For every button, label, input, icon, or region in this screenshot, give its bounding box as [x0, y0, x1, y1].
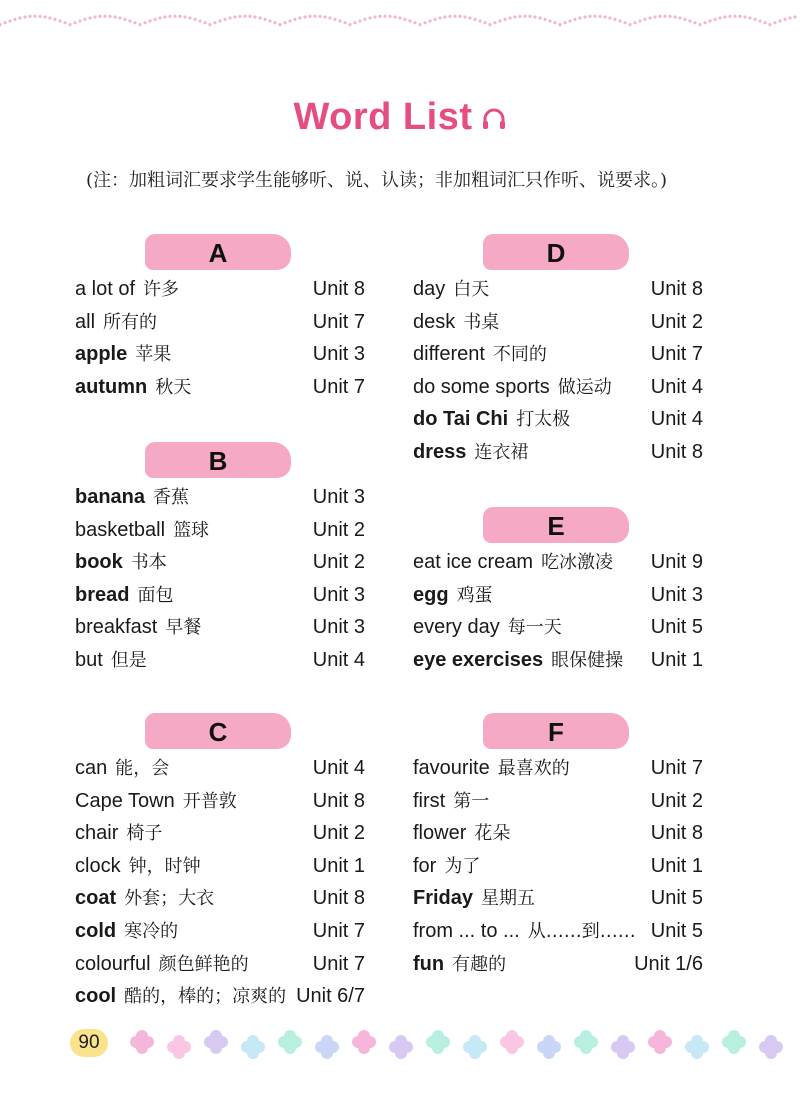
word-entry	[75, 482, 365, 512]
word-unit: Unit 3	[312, 486, 365, 508]
word-unit: Unit 1	[650, 854, 703, 877]
word-entry	[413, 547, 703, 577]
section-letter: F	[483, 713, 629, 749]
title-text: Word List	[293, 96, 473, 138]
word-unit: Unit 1	[650, 648, 703, 671]
word-unit: Unit 1	[312, 854, 365, 877]
word-english: basketball	[75, 518, 166, 541]
word-unit: Unit 4	[312, 757, 365, 779]
word-chinese: 椅子	[126, 823, 163, 845]
headphone-icon	[481, 107, 507, 131]
word-unit: Unit 3	[312, 343, 365, 366]
word-english: desk	[413, 310, 456, 333]
word-unit: Unit 8	[312, 887, 365, 910]
word-unit: Unit 5	[650, 887, 703, 910]
word-english: Cape Town	[75, 789, 175, 812]
word-unit: Unit 2	[312, 518, 365, 541]
dotted-scallop-border	[0, 0, 800, 48]
word-english: flower	[413, 822, 467, 845]
word-chinese: 苹果	[135, 344, 172, 366]
word-entry	[413, 753, 703, 783]
word-chinese: 书桌	[463, 311, 500, 333]
word-entry	[75, 981, 365, 1011]
word-english: breakfast	[75, 616, 158, 639]
word-english: Friday	[413, 887, 474, 910]
word-english: bread	[75, 583, 130, 606]
word-entry	[413, 916, 703, 946]
word-english: but	[75, 649, 103, 671]
word-unit: Unit 5	[650, 616, 703, 639]
word-unit: Unit 8	[650, 278, 703, 300]
word-english: dress	[413, 441, 467, 463]
word-entry	[75, 645, 365, 675]
word-entry	[75, 339, 365, 369]
word-unit: Unit 3	[312, 616, 365, 639]
word-chinese: 早餐	[165, 617, 202, 639]
word-entry	[413, 786, 703, 816]
word-unit: Unit 7	[312, 375, 365, 398]
word-english: eat ice cream	[413, 551, 534, 573]
word-chinese: 能，会	[115, 758, 170, 779]
section-letter: A	[145, 234, 291, 270]
word-english: autumn	[75, 375, 148, 398]
word-chinese: 有趣的	[452, 953, 507, 975]
word-unit: Unit 8	[312, 789, 365, 812]
word-entry	[413, 612, 703, 642]
word-chinese: 从……到……	[527, 921, 636, 942]
word-english: egg	[413, 583, 449, 606]
word-chinese: 打太极	[516, 409, 571, 431]
word-chinese: 许多	[143, 279, 180, 300]
word-entry	[75, 883, 365, 913]
word-chinese: 篮球	[173, 519, 210, 541]
word-unit: Unit 7	[312, 952, 365, 975]
page-number: 90	[70, 1029, 108, 1057]
word-entry	[75, 274, 365, 304]
word-unit: Unit 3	[650, 583, 703, 606]
word-chinese: 颜色鲜艳的	[158, 953, 249, 975]
word-unit: Unit 5	[650, 920, 703, 942]
word-english: book	[75, 551, 123, 574]
word-entry	[75, 753, 365, 783]
word-entry	[413, 580, 703, 610]
word-entry	[413, 437, 703, 467]
word-chinese: 最喜欢的	[497, 758, 570, 779]
section-letter: C	[145, 713, 291, 749]
word-chinese: 但是	[110, 650, 147, 671]
word-entry	[75, 307, 365, 337]
word-english: cool	[75, 985, 117, 1008]
word-english: every day	[413, 616, 500, 639]
word-chinese: 花朵	[474, 823, 511, 845]
word-unit: Unit 4	[312, 649, 365, 671]
word-chinese: 书本	[130, 552, 167, 574]
word-chinese: 酷的，棒的；凉爽的	[124, 986, 287, 1008]
word-english: from ... to ...	[413, 920, 520, 942]
word-chinese: 香蕉	[153, 487, 190, 508]
word-english: apple	[75, 343, 128, 366]
word-unit: Unit 4	[650, 408, 703, 431]
word-chinese: 吃冰激凌	[541, 552, 614, 573]
word-unit: Unit 7	[312, 310, 365, 333]
word-entry	[75, 786, 365, 816]
word-chinese: 连衣裙	[474, 442, 529, 463]
word-chinese: 白天	[453, 279, 490, 300]
word-chinese: 鸡蛋	[456, 584, 493, 606]
word-unit: Unit 2	[312, 822, 365, 845]
page-title	[0, 96, 800, 139]
word-english: day	[413, 278, 446, 300]
word-english: for	[413, 854, 437, 877]
word-unit: Unit 4	[650, 375, 703, 398]
word-entry	[413, 883, 703, 913]
word-english: cold	[75, 920, 117, 942]
word-entry	[75, 949, 365, 979]
word-chinese: 寒冷的	[124, 921, 179, 942]
word-entry	[413, 404, 703, 434]
word-entry	[75, 515, 365, 545]
word-entry	[413, 372, 703, 402]
word-entry	[75, 580, 365, 610]
section-letter: B	[145, 442, 291, 478]
word-english: clock	[75, 854, 121, 877]
word-english: do Tai Chi	[413, 408, 509, 431]
word-entry	[413, 274, 703, 304]
word-chinese: 秋天	[155, 376, 192, 398]
word-english: colourful	[75, 952, 151, 975]
word-english: banana	[75, 486, 146, 508]
word-entry	[75, 612, 365, 642]
word-english: favourite	[413, 757, 490, 779]
word-english: fun	[413, 952, 445, 975]
word-english: do some sports	[413, 375, 550, 398]
word-unit: Unit 8	[312, 278, 365, 300]
word-unit: Unit 1/6	[634, 952, 703, 975]
word-entry	[75, 547, 365, 577]
word-chinese: 眼保健操	[551, 649, 624, 671]
word-chinese: 星期五	[481, 888, 536, 910]
word-english: can	[75, 757, 108, 779]
word-english: different	[413, 343, 485, 366]
word-entry	[413, 339, 703, 369]
note-text: (注：加粗词汇要求学生能够听、说、认读；非加粗词汇只作听、说要求。)	[86, 170, 668, 191]
word-english: chair	[75, 822, 119, 845]
word-chinese: 钟，时钟	[128, 855, 201, 877]
word-entry	[75, 818, 365, 848]
word-entry	[75, 916, 365, 946]
word-english: coat	[75, 887, 117, 910]
word-chinese: 第一	[453, 790, 490, 812]
word-english: first	[413, 789, 446, 812]
section-letter: D	[483, 234, 629, 270]
word-chinese: 做运动	[557, 376, 612, 398]
word-chinese: 所有的	[103, 311, 158, 333]
word-english: eye exercises	[413, 648, 544, 671]
word-unit: Unit 8	[650, 441, 703, 463]
word-entry	[413, 307, 703, 337]
word-entry	[75, 851, 365, 881]
word-unit: Unit 7	[650, 343, 703, 366]
word-entry	[413, 645, 703, 675]
word-chinese: 不同的	[492, 344, 547, 366]
flower-decoration-border	[130, 1022, 800, 1066]
word-chinese: 面包	[137, 584, 174, 606]
word-unit: Unit 2	[650, 310, 703, 333]
word-unit: Unit 7	[650, 757, 703, 779]
section-letter: E	[483, 507, 629, 543]
word-chinese: 外套；大衣	[124, 888, 215, 910]
word-chinese: 开普敦	[182, 790, 237, 812]
word-unit: Unit 7	[312, 920, 365, 942]
word-unit: Unit 6/7	[296, 985, 365, 1008]
word-unit: Unit 3	[312, 583, 365, 606]
word-entry	[75, 372, 365, 402]
word-unit: Unit 8	[650, 822, 703, 845]
word-entry	[413, 818, 703, 848]
word-entry	[413, 949, 703, 979]
word-chinese: 为了	[444, 855, 481, 877]
word-unit: Unit 2	[312, 551, 365, 574]
word-entry	[413, 851, 703, 881]
word-unit: Unit 2	[650, 789, 703, 812]
word-english: all	[75, 310, 96, 333]
word-chinese: 每一天	[507, 617, 562, 639]
word-unit: Unit 9	[650, 551, 703, 573]
word-english: a lot of	[75, 278, 136, 300]
